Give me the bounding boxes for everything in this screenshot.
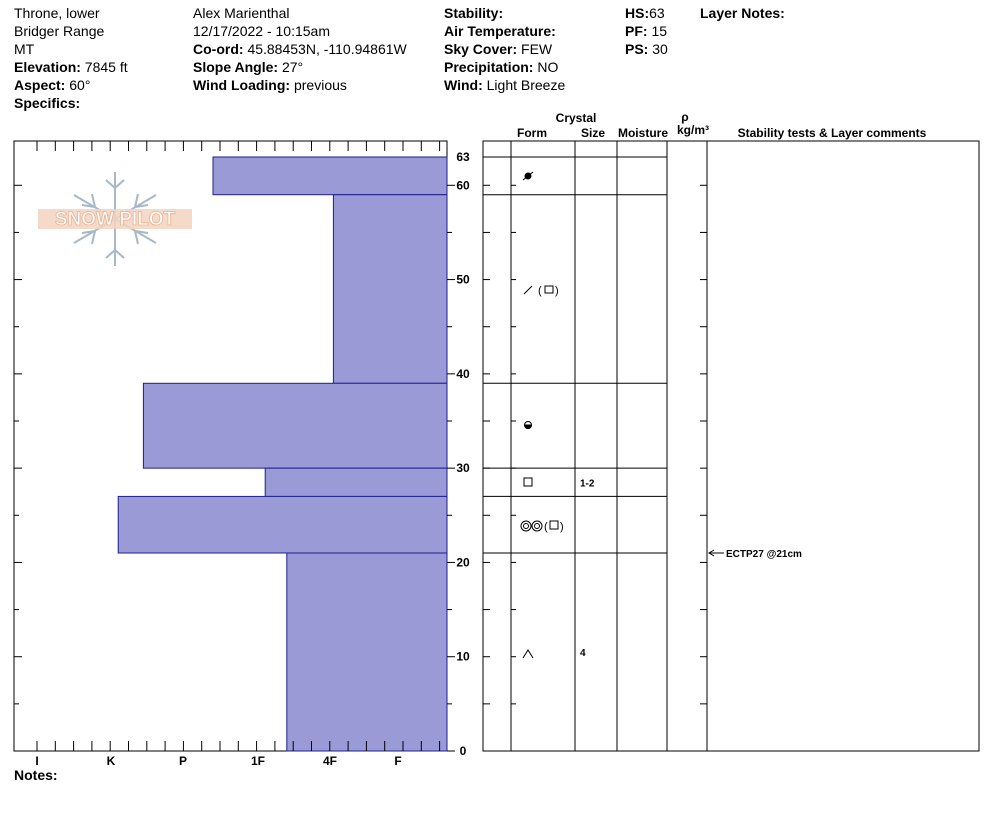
height-axis xyxy=(447,150,470,758)
hardness-tick-label: 4F xyxy=(322,754,338,768)
svg-text:): ) xyxy=(560,521,564,533)
sky-value: FEW xyxy=(521,41,553,57)
wind-loading-value: previous xyxy=(293,77,347,93)
size-values xyxy=(580,478,595,659)
layer-size: 4 xyxy=(580,648,586,659)
elevation-row: Elevation: 7845 ft xyxy=(14,59,128,75)
state-name: MT xyxy=(14,41,35,57)
slope-value: 27° xyxy=(281,59,304,75)
air-temp-row: Air Temperature: xyxy=(444,23,556,39)
stability-row: Stability: xyxy=(444,5,504,21)
hardness-bars xyxy=(118,157,447,751)
hs-value: 63 xyxy=(649,5,665,21)
height-tick-label: 20 xyxy=(456,555,470,570)
melt-freeze-crust-icon xyxy=(523,172,533,180)
observer-name: Alex Marienthal xyxy=(193,5,290,21)
snow-pilot-logo xyxy=(38,172,192,266)
coord-row: Co-ord: 45.88453N, -110.94861W xyxy=(193,41,407,57)
faceted-icon xyxy=(524,478,532,486)
location-name: Throne, lower xyxy=(14,5,100,21)
moisture-header: Moisture xyxy=(617,126,669,140)
rounded-faceted-icon xyxy=(521,521,564,533)
ps-value: 30 xyxy=(652,41,668,57)
height-tick-label: 30 xyxy=(456,461,470,476)
coord-value: 45.88453N, -110.94861W xyxy=(247,41,407,57)
precip-value: NO xyxy=(537,59,559,75)
hardness-tick-label: K xyxy=(106,754,116,768)
stability-test-label: ECTP27 @21cm xyxy=(726,549,802,560)
size-header: Size xyxy=(580,126,606,140)
decomposing-faceted-icon xyxy=(524,285,559,297)
hardness-bar xyxy=(287,553,447,751)
aspect-value: 60° xyxy=(69,77,91,93)
ps-row: PS: 30 xyxy=(625,41,668,57)
logo-text: SNOW PILOT xyxy=(54,209,176,230)
density-header: kg/m³ xyxy=(676,123,710,137)
hardness-tick-label: 1F xyxy=(250,754,266,768)
sky-row: Sky Cover: FEW xyxy=(444,41,553,57)
layer-notes-heading: Layer Notes: xyxy=(700,5,785,21)
column-headers xyxy=(517,110,927,140)
form-header: Form xyxy=(517,126,547,140)
hardness-bar xyxy=(265,468,447,496)
crystal-header: Crystal xyxy=(555,111,597,125)
hardness-bar xyxy=(143,383,447,468)
pf-row: PF: 15 xyxy=(625,23,668,39)
rho-header: ρ xyxy=(681,110,689,124)
hardness-bar xyxy=(118,496,447,553)
precip-row: Precipitation: NO xyxy=(444,59,559,75)
obs-datetime: 12/17/2022 - 10:15am xyxy=(193,23,330,39)
height-tick-label: 60 xyxy=(456,178,470,193)
stability-header: Stability tests & Layer comments xyxy=(737,126,927,140)
hardness-bar xyxy=(333,195,447,384)
specifics-row: Specifics: xyxy=(14,95,81,111)
wind-row: Wind: Light Breeze xyxy=(444,77,566,93)
elevation-value: 7845 ft xyxy=(84,59,128,75)
rounded-icon xyxy=(525,422,532,429)
pf-value: 15 xyxy=(651,23,668,39)
layers-frame xyxy=(483,141,979,751)
range-name: Bridger Range xyxy=(14,23,105,39)
height-tick-label: 0 xyxy=(459,744,467,758)
wind-value: Light Breeze xyxy=(486,77,566,93)
svg-text:): ) xyxy=(555,285,559,297)
wind-loading-row: Wind Loading: previous xyxy=(193,77,347,93)
svg-text:(: ( xyxy=(544,521,548,533)
layer-size: 1-2 xyxy=(580,478,595,490)
aspect-row: Aspect: 60° xyxy=(14,77,91,93)
hardness-bar xyxy=(213,157,447,195)
notes-heading: Notes: xyxy=(14,767,58,783)
svg-text:(: ( xyxy=(538,285,542,297)
stability-tests xyxy=(709,549,802,560)
hardness-tick-label: F xyxy=(394,754,402,768)
left-ticks xyxy=(14,185,22,751)
height-tick-label: 63 xyxy=(456,150,470,164)
depth-hoar-icon xyxy=(523,650,533,658)
hs-row: HS:63 xyxy=(625,5,665,21)
height-tick-label: 40 xyxy=(456,366,470,381)
height-tick-label: 50 xyxy=(456,272,470,287)
slope-row: Slope Angle: 27° xyxy=(193,59,304,75)
hardness-tick-label: P xyxy=(178,754,188,768)
grain-forms xyxy=(521,172,564,658)
hardness-tick-label: I xyxy=(35,754,39,768)
height-tick-label: 10 xyxy=(456,649,470,664)
